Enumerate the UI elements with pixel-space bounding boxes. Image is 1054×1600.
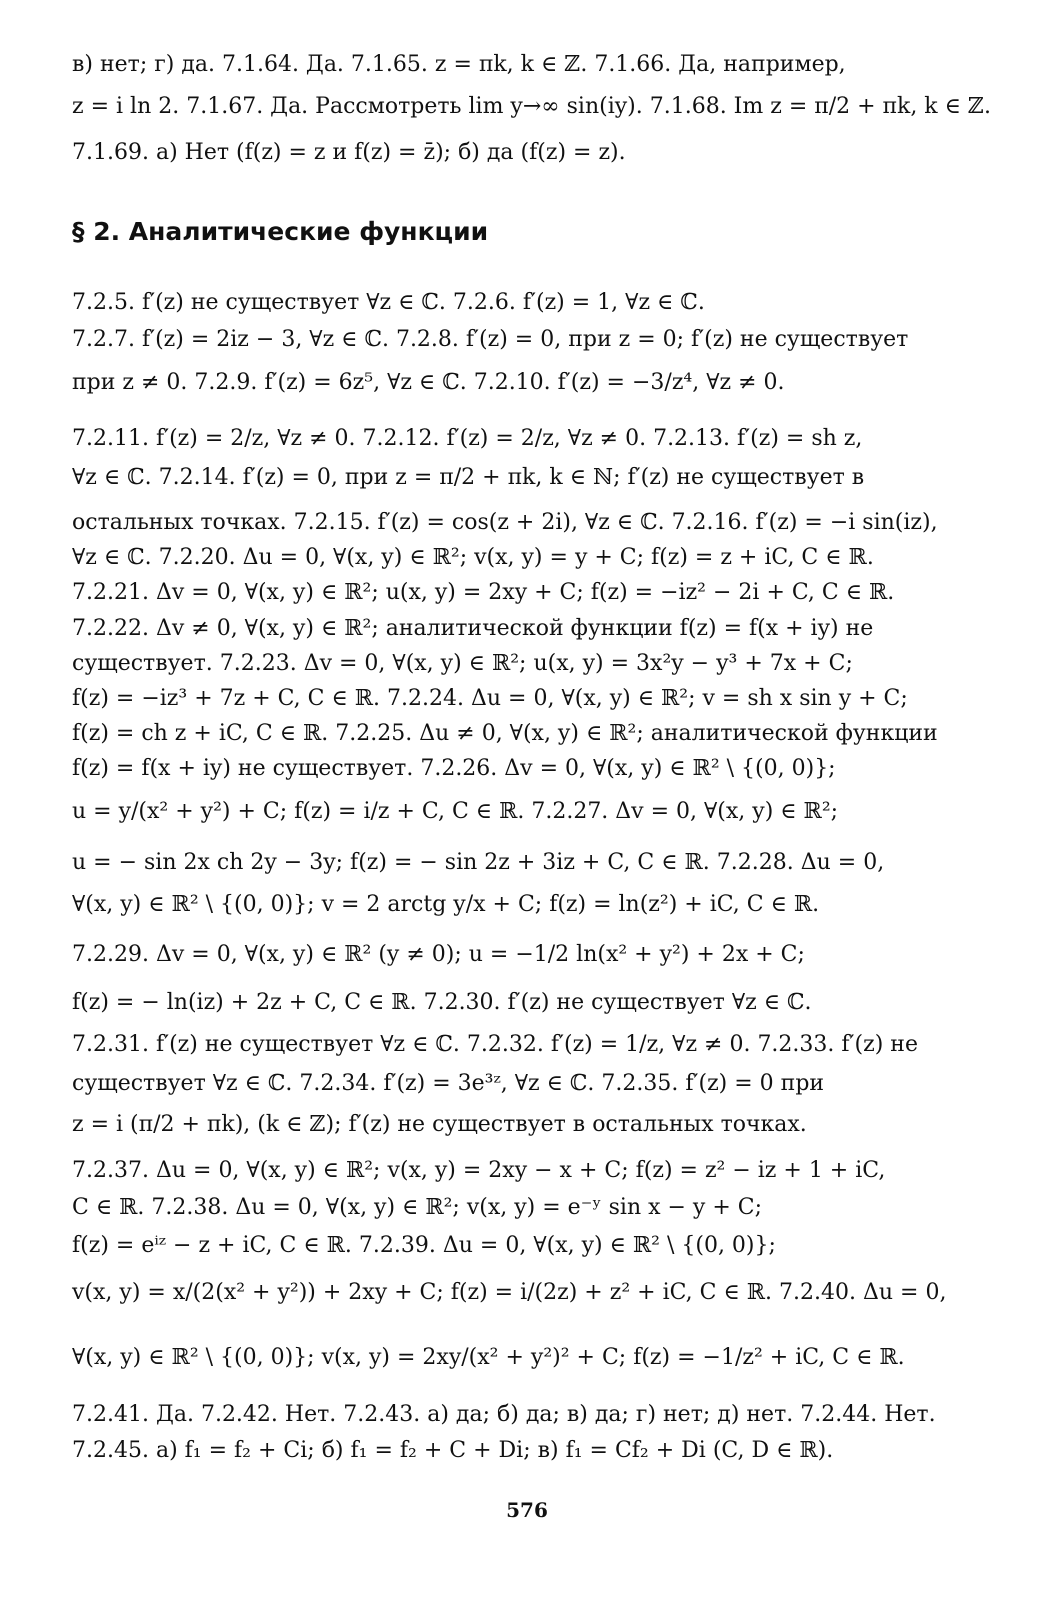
answer-line-21: f(z) = − ln(iz) + 2z + C, C ∈ ℝ. 7.2.30. f′(z) не существует ∀z ∈ ℂ. [72,990,812,1015]
answer-line-6: при z ≠ 0. 7.2.9. f′(z) = 6z⁵, ∀z ∈ ℂ. 7.2.10. f′(z) = −3/z⁴, ∀z ≠ 0. [72,370,785,395]
answer-line-7: 7.2.11. f′(z) = 2/z, ∀z ≠ 0. 7.2.12. f′(z) = 2/z, ∀z ≠ 0. 7.2.13. f′(z) = sh z, [72,426,863,451]
answer-line-22: 7.2.31. f′(z) не существует ∀z ∈ ℂ. 7.2.32. f′(z) = 1/z, ∀z ≠ 0. 7.2.33. f′(z) не [72,1032,918,1057]
answer-line-29: ∀(x, y) ∈ ℝ² \ {(0, 0)}; v(x, y) = 2xy/(x² + y²)² + C; f(z) = −1/z² + iC, C ∈ ℝ. [72,1345,905,1370]
answer-line-26: C ∈ ℝ. 7.2.38. Δu = 0, ∀(x, y) ∈ ℝ²; v(x, y) = e⁻ʸ sin x − y + C; [72,1195,763,1220]
answer-line-20: 7.2.29. Δv = 0, ∀(x, y) ∈ ℝ² (y ≠ 0); u = −1/2 ln(x² + y²) + 2x + C; [72,942,805,967]
answer-line-10: ∀z ∈ ℂ. 7.2.20. Δu = 0, ∀(x, y) ∈ ℝ²; v(x, y) = y + C; f(z) = z + iC, C ∈ ℝ. [72,545,874,570]
page-number: 576 [506,1498,548,1522]
answer-line-18: u = − sin 2x ch 2y − 3y; f(z) = − sin 2z + 3iz + C, C ∈ ℝ. 7.2.28. Δu = 0, [72,850,885,875]
answer-line-1: в) нет; г) да. 7.1.64. Да. 7.1.65. z = πk, k ∈ ℤ. 7.1.66. Да, например, [72,52,846,77]
answer-line-17: u = y/(x² + y²) + C; f(z) = i/z + C, C ∈ ℝ. 7.2.27. Δv = 0, ∀(x, y) ∈ ℝ²; [72,799,839,824]
section-title: § 2. Аналитические функции [72,217,489,246]
answer-line-14: f(z) = −iz³ + 7z + C, C ∈ ℝ. 7.2.24. Δu = 0, ∀(x, y) ∈ ℝ²; v = sh x sin y + C; [72,686,908,711]
answer-line-12: 7.2.22. Δv ≠ 0, ∀(x, y) ∈ ℝ²; аналитической функции f(z) = f(x + iy) не [72,616,874,641]
answer-line-2: z = i ln 2. 7.1.67. Да. Рассмотреть lim y→∞ sin(iy). 7.1.68. Im z = π/2 + πk, k ∈ ℤ. [72,94,991,119]
answer-line-13: существует. 7.2.23. Δv = 0, ∀(x, y) ∈ ℝ²; u(x, y) = 3x²y − y³ + 7x + C; [72,651,853,676]
answer-line-25: 7.2.37. Δu = 0, ∀(x, y) ∈ ℝ²; v(x, y) = 2xy − x + C; f(z) = z² − iz + 1 + iC, [72,1158,886,1183]
answer-line-15: f(z) = ch z + iC, C ∈ ℝ. 7.2.25. Δu ≠ 0, ∀(x, y) ∈ ℝ²; аналитической функции [72,721,938,746]
answer-line-30: 7.2.41. Да. 7.2.42. Нет. 7.2.43. а) да; б) да; в) да; г) нет; д) нет. 7.2.44. Нет. [72,1402,936,1427]
answer-line-27: f(z) = eⁱᶻ − z + iC, C ∈ ℝ. 7.2.39. Δu = 0, ∀(x, y) ∈ ℝ² \ {(0, 0)}; [72,1233,776,1258]
answer-line-9: остальных точках. 7.2.15. f′(z) = cos(z + 2i), ∀z ∈ ℂ. 7.2.16. f′(z) = −i sin(iz), [72,510,938,535]
answer-line-24: z = i (π/2 + πk), (k ∈ ℤ); f′(z) не существует в остальных точках. [72,1112,807,1137]
answer-line-31: 7.2.45. а) f₁ = f₂ + Ci; б) f₁ = f₂ + C + Di; в) f₁ = Cf₂ + Di (C, D ∈ ℝ). [72,1438,834,1463]
answer-line-11: 7.2.21. Δv = 0, ∀(x, y) ∈ ℝ²; u(x, y) = 2xy + C; f(z) = −iz² − 2i + C, C ∈ ℝ. [72,580,895,605]
answer-line-28: v(x, y) = x/(2(x² + y²)) + 2xy + C; f(z) = i/(2z) + z² + iC, C ∈ ℝ. 7.2.40. Δu = 0, [72,1280,947,1305]
answer-line-4: 7.2.5. f′(z) не существует ∀z ∈ ℂ. 7.2.6. f′(z) = 1, ∀z ∈ ℂ. [72,290,705,315]
answer-line-19: ∀(x, y) ∈ ℝ² \ {(0, 0)}; v = 2 arctg y/x + C; f(z) = ln(z²) + iC, C ∈ ℝ. [72,892,820,917]
answer-line-16: f(z) = f(x + iy) не существует. 7.2.26. Δv = 0, ∀(x, y) ∈ ℝ² \ {(0, 0)}; [72,756,836,781]
answer-line-5: 7.2.7. f′(z) = 2iz − 3, ∀z ∈ ℂ. 7.2.8. f′(z) = 0, при z = 0; f′(z) не существует [72,327,909,352]
answer-line-23: существует ∀z ∈ ℂ. 7.2.34. f′(z) = 3e³ᶻ, ∀z ∈ ℂ. 7.2.35. f′(z) = 0 при [72,1071,825,1096]
answer-line-3: 7.1.69. а) Нет (f(z) = z и f(z) = z̄); б) да (f(z) = z). [72,140,626,165]
answer-line-8: ∀z ∈ ℂ. 7.2.14. f′(z) = 0, при z = π/2 + πk, k ∈ ℕ; f′(z) не существует в [72,465,865,490]
